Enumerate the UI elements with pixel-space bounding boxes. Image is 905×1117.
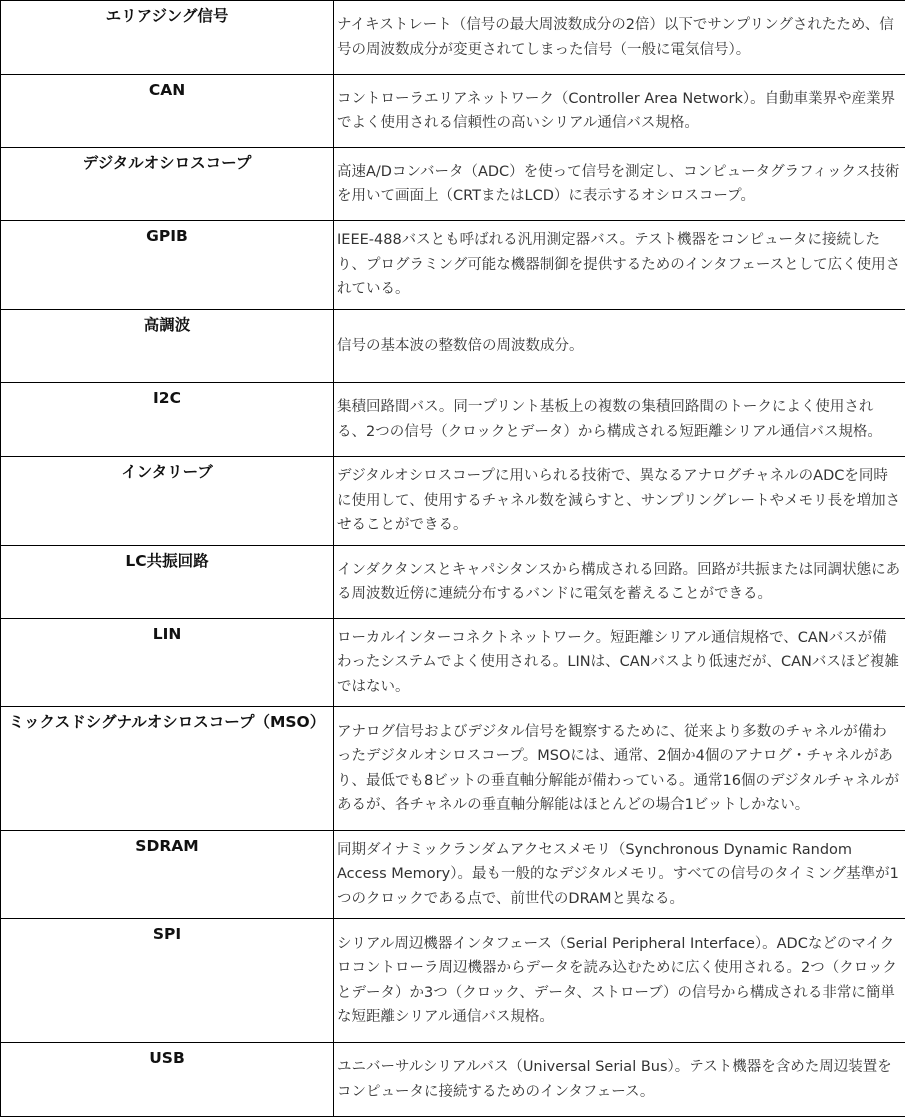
definition-cell: コントローラエリアネットワーク（Controller Area Network）。自動車業界や産業界でよく使用される信頼性の高いシリアル通信バス規格。 [334, 75, 905, 148]
term-cell: デジタルオシロスコープ [1, 148, 334, 221]
term-cell: 高調波 [1, 310, 334, 383]
table-row [1, 919, 905, 1043]
term-cell: エリアジング信号 [1, 1, 334, 75]
definition-cell: アナログ信号およびデジタル信号を観察するために、従来より多数のチャネルが備わったデジタルオシロスコープ。MSOには、通常、2個か4個のアナログ・チャネルがあり、最低でも8ビットの垂直軸分解能が備わっている。通常16個のデジタルチャネルがあるが、各チャネルの垂直軸分解能はほとんどの場合1ビットしかない。 [334, 707, 905, 831]
term-cell: CAN [1, 75, 334, 148]
definition-cell: インダクタンスとキャパシタンスから構成される回路。回路が共振または同調状態にある周波数近傍に連続分布するバンドに電気を蓄えることができる。 [334, 546, 905, 619]
table-row [1, 148, 905, 221]
term-cell: LC共振回路 [1, 546, 334, 619]
definition-cell: シリアル周辺機器インタフェース（Serial Peripheral Interface）。ADCなどのマイクロコントローラ周辺機器からデータを読み込むために広く使用される。2つ（クロックとデータ）か3つ（クロック、データ、ストローブ）の信号から構成される非常に簡単な短距離シリアル通信バス規格。 [334, 919, 905, 1043]
table-row [1, 1043, 905, 1117]
table-row [1, 707, 905, 831]
table-row [1, 310, 905, 383]
term-cell: インタリーブ [1, 457, 334, 546]
table-row [1, 831, 905, 919]
term-cell: SPI [1, 919, 334, 1043]
table-row [1, 75, 905, 148]
definition-cell: 集積回路間バス。同一プリント基板上の複数の集積回路間のトークによく使用される、2つの信号（クロックとデータ）から構成される短距離シリアル通信バス規格。 [334, 383, 905, 457]
table-row [1, 221, 905, 310]
table-row [1, 546, 905, 619]
definition-cell: ナイキストレート（信号の最大周波数成分の2倍）以下でサンプリングされたため、信号の周波数成分が変更されてしまった信号（一般に電気信号）。 [334, 1, 905, 75]
definition-cell: 同期ダイナミックランダムアクセスメモリ（Synchronous Dynamic Random Access Memory）。最も一般的なデジタルメモリ。すべての信号のタイミング基準が1つのクロックである点で、前世代のDRAMと異なる。 [334, 831, 905, 919]
table-row [1, 457, 905, 546]
term-cell: SDRAM [1, 831, 334, 919]
term-cell: ミックスドシグナルオシロスコープ（MSO） [1, 707, 334, 831]
definition-cell: 高速A/Dコンバータ（ADC）を使って信号を測定し、コンピュータグラフィックス技術を用いて画面上（CRTまたはLCD）に表示するオシロスコープ。 [334, 148, 905, 221]
definition-cell: デジタルオシロスコープに用いられる技術で、異なるアナログチャネルのADCを同時に使用して、使用するチャネル数を減らすと、サンプリングレートやメモリ長を増加させることができる。 [334, 457, 905, 546]
term-cell: GPIB [1, 221, 334, 310]
term-cell: USB [1, 1043, 334, 1117]
table-row [1, 619, 905, 707]
definition-cell: 信号の基本波の整数倍の周波数成分。 [334, 310, 905, 383]
definition-cell: ユニバーサルシリアルバス（Universal Serial Bus）。テスト機器を含めた周辺装置をコンピュータに接続するためのインタフェース。 [334, 1043, 905, 1117]
term-cell: I2C [1, 383, 334, 457]
definition-cell: ローカルインターコネクトネットワーク。短距離シリアル通信規格で、CANバスが備わったシステムでよく使用される。LINは、CANバスより低速だが、CANバスほど複雑ではない。 [334, 619, 905, 707]
term-cell: LIN [1, 619, 334, 707]
table-row [1, 383, 905, 457]
definition-cell: IEEE-488バスとも呼ばれる汎用測定器バス。テスト機器をコンピュータに接続したり、プログラミング可能な機器制御を提供するためのインタフェースとして広く使用されている。 [334, 221, 905, 310]
table-row [1, 1, 905, 75]
